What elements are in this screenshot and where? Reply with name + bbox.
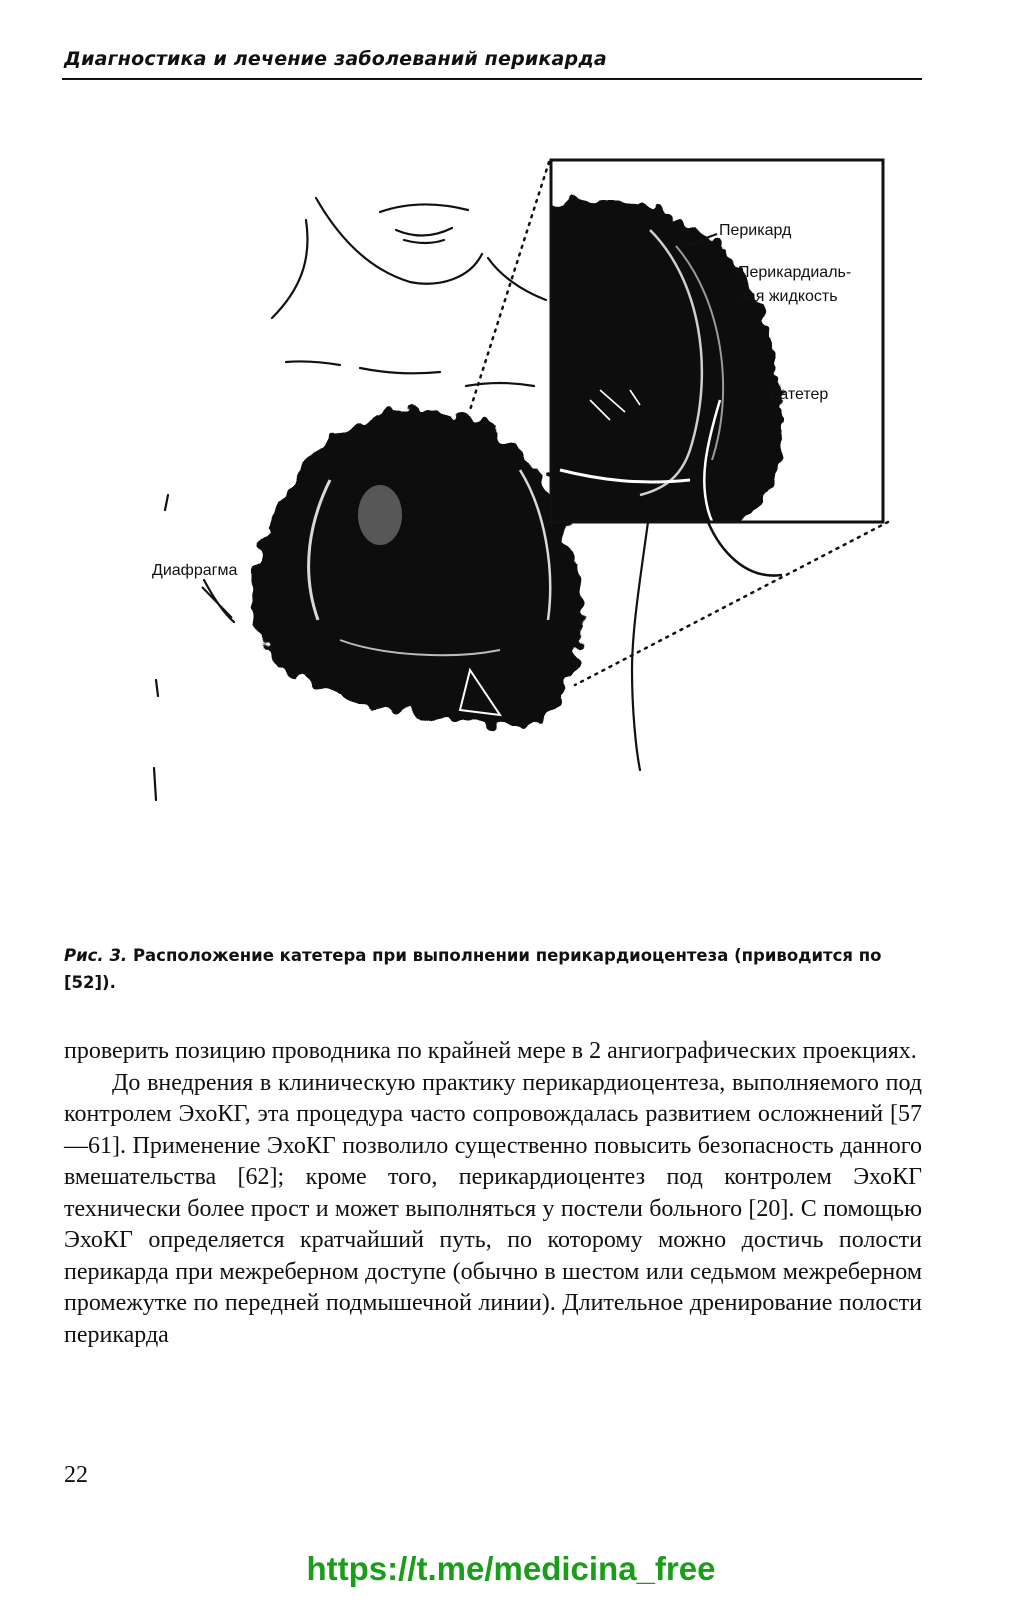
- label-fluid-line2: ная жидкость: [738, 288, 838, 305]
- running-title: Диагностика и лечение заболеваний перикарда: [64, 48, 607, 70]
- figure-caption-text: Расположение катетера при выполнении перикардиоцентеза (приводится по [52]).: [64, 946, 882, 992]
- paragraph: До внедрения в клиническую практику перикардиоцентеза, выполняемого под контролем ЭхоКГ, эта процедура часто сопровождалась развитием осложнений [57—61]. Применение ЭхоКГ позволило существенно повысить безопасность данного вмешательства [62]; кроме того, перикардиоцентез под контролем ЭхоКГ технически более прост и может выполняться у постели больного [20]. С помощью ЭхоКГ определяется кратчайший путь, по которому можно достичь полости перикарда при межреберном доступе (обычно в шестом или седьмом межреберном промежутке по передней подмышечной линии). Длительное дренирование полости перикарда: [64, 1069, 922, 1348]
- footer-link[interactable]: https://t.me/medicina_free: [306, 1550, 716, 1587]
- header-rule: [62, 78, 922, 80]
- heart-shape: [250, 410, 582, 726]
- label-pericardium: Перикард: [719, 222, 792, 239]
- page-number: 22: [64, 1462, 88, 1488]
- inset-view: [520, 160, 883, 580]
- label-diaphragm: Диафрагма: [152, 562, 238, 579]
- body-text: [64, 1036, 922, 1351]
- figure-number: Рис. 3.: [64, 946, 128, 965]
- label-fluid-line1: Перикардиаль-: [738, 264, 852, 281]
- figure: [0, 150, 1022, 810]
- label-catheter: Катетер: [770, 386, 829, 403]
- paragraph: проверить позицию проводника по крайней мере в 2 ангиографических проекциях.: [64, 1038, 917, 1064]
- pericardiocentesis-illustration: [0, 150, 1022, 810]
- figure-caption: [64, 942, 934, 996]
